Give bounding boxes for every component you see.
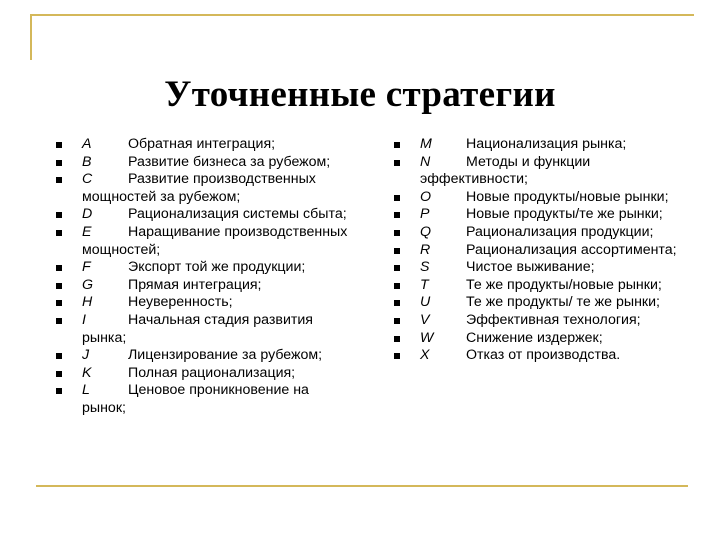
strategy-letter: R	[420, 241, 431, 258]
strategy-item	[390, 330, 690, 348]
square-bullet-icon	[394, 248, 400, 254]
strategy-letter: V	[420, 311, 430, 328]
strategy-letter: G	[82, 276, 94, 293]
strategy-letter: T	[420, 276, 429, 293]
square-bullet-icon	[394, 195, 400, 201]
strategy-letter: S	[420, 259, 430, 276]
strategy-letter: Q	[420, 223, 432, 240]
strategy-letter: F	[82, 259, 91, 276]
strategy-text: Чистое выживание;	[466, 259, 595, 276]
square-bullet-icon	[394, 318, 400, 324]
strategy-text: Прямая интеграция;	[128, 276, 262, 293]
strategy-letter: X	[420, 347, 430, 364]
decorative-top-line	[30, 14, 694, 16]
left-strategy-list	[52, 136, 352, 418]
decorative-bottom-line	[36, 485, 688, 487]
strategy-item	[52, 171, 352, 206]
strategy-item	[390, 206, 690, 224]
strategy-item	[390, 312, 690, 330]
square-bullet-icon	[56, 265, 62, 271]
strategy-item	[390, 242, 690, 260]
strategy-letter: O	[420, 188, 432, 205]
strategy-text: Рационализация системы сбыта;	[128, 206, 347, 223]
strategy-text: Национализация рынка;	[466, 136, 627, 152]
right-strategy-list	[390, 136, 690, 365]
strategy-text: Развитие бизнеса за рубежом;	[128, 153, 331, 170]
strategy-text: Наращивание производственных мощностей;	[82, 223, 348, 258]
strategy-letter: L	[82, 382, 90, 399]
strategy-item	[390, 294, 690, 312]
strategy-letter: J	[82, 347, 90, 364]
strategy-text: Неуверенность;	[128, 294, 233, 311]
strategy-letter: P	[420, 206, 430, 223]
square-bullet-icon	[56, 371, 62, 377]
strategy-letter: A	[82, 136, 92, 152]
strategy-item	[52, 312, 352, 347]
strategy-item	[52, 277, 352, 295]
strategy-item	[52, 224, 352, 259]
strategy-item	[390, 136, 690, 154]
strategy-item	[52, 382, 352, 417]
strategy-text: Отказ от производства.	[466, 347, 621, 364]
square-bullet-icon	[394, 353, 400, 359]
strategy-text: Новые продукты/новые рынки;	[466, 188, 669, 205]
square-bullet-icon	[394, 300, 400, 306]
strategy-text: Новые продукты/те же рынки;	[466, 206, 663, 223]
strategy-text: Обратная интеграция;	[128, 136, 276, 152]
square-bullet-icon	[394, 142, 400, 148]
strategy-item	[52, 259, 352, 277]
strategy-text: Развитие производственных мощностей за рубежом;	[82, 171, 316, 205]
strategy-text: Снижение издержек;	[466, 329, 603, 346]
strategy-letter: D	[82, 206, 93, 223]
square-bullet-icon	[56, 230, 62, 236]
square-bullet-icon	[56, 318, 62, 324]
square-bullet-icon	[394, 212, 400, 218]
strategy-letter: M	[420, 136, 432, 152]
strategy-item	[390, 259, 690, 277]
strategy-letter: W	[420, 329, 434, 346]
square-bullet-icon	[56, 283, 62, 289]
strategy-item	[390, 154, 690, 189]
square-bullet-icon	[56, 177, 62, 183]
strategy-letter: H	[82, 294, 93, 311]
square-bullet-icon	[394, 230, 400, 236]
strategy-item	[52, 206, 352, 224]
square-bullet-icon	[56, 353, 62, 359]
square-bullet-icon	[56, 388, 62, 394]
square-bullet-icon	[56, 300, 62, 306]
strategy-letter: U	[420, 294, 431, 311]
strategy-item	[52, 136, 352, 154]
strategy-letter: N	[420, 153, 431, 170]
strategy-letter: E	[82, 223, 92, 240]
strategy-text: Экспорт той же продукции;	[128, 259, 306, 276]
strategy-letter: I	[82, 311, 86, 328]
strategy-letter: C	[82, 171, 93, 188]
strategy-text: Те же продукты/новые рынки;	[466, 276, 662, 293]
strategy-text: Рационализация продукции;	[466, 223, 654, 240]
strategy-item	[390, 224, 690, 242]
strategy-text: Лицензирование за рубежом;	[128, 347, 323, 364]
square-bullet-icon	[394, 283, 400, 289]
strategy-item	[390, 277, 690, 295]
strategy-item	[52, 154, 352, 172]
strategy-item	[52, 294, 352, 312]
strategy-text: Методы и функции эффективности;	[420, 153, 591, 188]
strategy-letter: B	[82, 153, 92, 170]
strategy-text: Те же продукты/ те же рынки;	[466, 294, 660, 311]
square-bullet-icon	[56, 160, 62, 166]
square-bullet-icon	[394, 160, 400, 166]
square-bullet-icon	[56, 142, 62, 148]
slide-title: Уточненные стратегии	[164, 73, 556, 115]
strategy-text: Ценовое проникновение на рынок;	[82, 382, 309, 416]
strategy-item	[390, 189, 690, 207]
strategy-item	[52, 365, 352, 383]
strategy-item	[390, 347, 690, 365]
decorative-vertical-line	[30, 14, 32, 60]
square-bullet-icon	[394, 336, 400, 342]
strategy-text: Начальная стадия развития рынка;	[82, 311, 313, 346]
strategy-letter: K	[82, 364, 92, 381]
strategy-text: Эффективная технология;	[466, 311, 641, 328]
strategy-text: Рационализация ассортимента;	[466, 241, 677, 258]
square-bullet-icon	[56, 212, 62, 218]
square-bullet-icon	[394, 265, 400, 271]
strategy-item	[52, 347, 352, 365]
strategy-text: Полная рационализация;	[128, 364, 296, 381]
